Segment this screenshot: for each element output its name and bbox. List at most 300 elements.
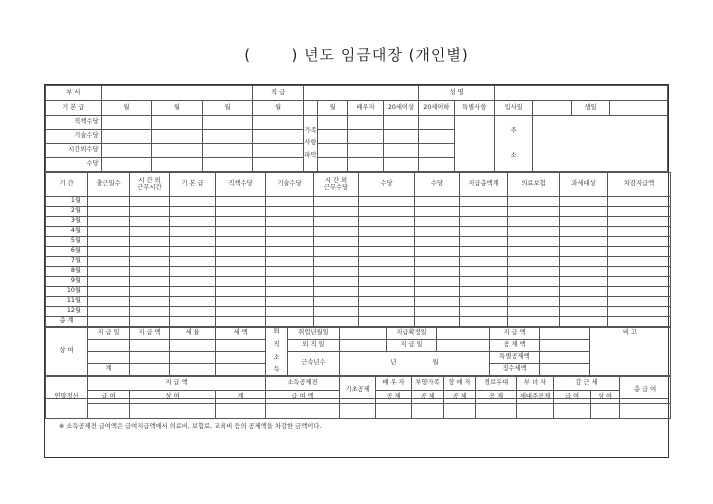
table-cell[interactable] (608, 237, 671, 247)
table-cell[interactable] (88, 257, 130, 267)
cell[interactable] (170, 352, 216, 364)
table-cell[interactable] (216, 217, 266, 227)
table-cell[interactable] (460, 257, 508, 267)
table-cell[interactable] (359, 247, 415, 257)
birthday-value[interactable] (610, 101, 668, 116)
table-cell[interactable] (460, 317, 508, 327)
join-date-value[interactable] (533, 101, 571, 116)
special-label: 특별사항 (454, 101, 494, 116)
cell[interactable] (202, 158, 253, 172)
table-cell[interactable] (266, 297, 314, 307)
cell[interactable] (540, 364, 590, 376)
cell[interactable] (101, 158, 152, 172)
cell[interactable] (88, 352, 130, 364)
cell[interactable] (253, 116, 304, 130)
table-row (46, 257, 671, 267)
table-cell[interactable] (560, 307, 608, 317)
cell[interactable] (383, 158, 418, 172)
year-label: 년 (390, 359, 397, 367)
table-cell[interactable] (88, 297, 130, 307)
address-char: 주 (510, 126, 517, 134)
table-cell[interactable] (216, 267, 266, 277)
bonus2-label: 상 여 (591, 391, 620, 404)
pay-date2-label: 지 급 일 (387, 340, 437, 352)
cell[interactable] (419, 158, 454, 172)
table-cell[interactable] (314, 197, 359, 207)
table-cell[interactable] (170, 267, 216, 277)
monthly-header-3: 기 본 급 (170, 173, 216, 197)
cell[interactable] (318, 116, 348, 130)
table-cell[interactable] (88, 277, 130, 287)
table-cell[interactable] (560, 227, 608, 237)
month-label: 10월 (46, 287, 88, 297)
cell[interactable] (437, 340, 490, 352)
table-cell[interactable] (266, 317, 314, 327)
wage-ledger-sheet (44, 84, 669, 458)
table-cell[interactable] (170, 297, 216, 307)
month-label: 6월 (46, 247, 88, 257)
table-cell[interactable] (415, 247, 460, 257)
table-cell[interactable] (415, 207, 460, 217)
spouse-label: 배우자 (348, 101, 383, 116)
table-cell[interactable] (266, 267, 314, 277)
table-cell[interactable] (415, 307, 460, 317)
table-cell[interactable] (608, 287, 671, 297)
table-cell[interactable] (88, 317, 130, 327)
table-cell[interactable] (314, 307, 359, 317)
table-cell[interactable] (560, 287, 608, 297)
table-cell[interactable] (608, 297, 671, 307)
disabled-label: 장 애 자 (444, 377, 476, 391)
monthly-header-5: 기술수당 (266, 173, 314, 197)
table-cell[interactable] (130, 287, 170, 297)
table-cell[interactable] (266, 217, 314, 227)
retire-char: 퇴 (273, 328, 280, 336)
retire-char: 득 (273, 366, 280, 374)
address-label (495, 116, 533, 172)
table-cell[interactable] (359, 257, 415, 267)
spouse-label: 배 우 자 (376, 377, 412, 391)
table-cell[interactable] (216, 207, 266, 217)
table-cell[interactable] (560, 277, 608, 287)
table-cell[interactable] (130, 207, 170, 217)
sum-label: 계 (216, 391, 266, 404)
table-cell[interactable] (460, 237, 508, 247)
cell[interactable] (318, 144, 348, 158)
cell[interactable] (383, 130, 418, 144)
cell[interactable] (348, 158, 383, 172)
table-row (46, 237, 671, 247)
hire-date-label: 취업년월일 (288, 328, 340, 340)
table-cell[interactable] (560, 267, 608, 277)
cell[interactable] (253, 130, 304, 144)
table-cell[interactable] (88, 197, 130, 207)
month-label: 월 (101, 101, 152, 116)
cell[interactable] (88, 340, 130, 352)
cell[interactable] (419, 116, 454, 130)
table-cell[interactable] (508, 207, 560, 217)
birthday-label: 생일 (571, 101, 609, 116)
month-label: 월 (432, 359, 439, 367)
monthly-header-7: 수당 (359, 173, 415, 197)
table-cell[interactable] (415, 237, 460, 247)
table-cell[interactable] (216, 197, 266, 207)
cell[interactable] (101, 130, 152, 144)
table-cell[interactable] (608, 317, 671, 327)
employee-info-table (45, 85, 668, 172)
deduct-label: 공 제 (444, 391, 476, 404)
service-years-label: 근속년수 (288, 352, 340, 376)
table-cell[interactable] (314, 267, 359, 277)
table-cell[interactable] (415, 257, 460, 267)
allowance-label: 시간외수당 (46, 144, 102, 158)
table-cell[interactable] (88, 287, 130, 297)
table-cell[interactable] (266, 287, 314, 297)
special-deduction-label: 특별공제액 (490, 352, 540, 364)
table-cell[interactable] (216, 237, 266, 247)
table-cell[interactable] (608, 207, 671, 217)
pay-confirm-value[interactable] (437, 328, 490, 340)
table-cell[interactable] (608, 197, 671, 207)
cell[interactable] (216, 340, 266, 352)
table-cell[interactable] (314, 217, 359, 227)
table-cell[interactable] (460, 267, 508, 277)
table-cell[interactable] (359, 277, 415, 287)
table-cell[interactable] (508, 287, 560, 297)
table-row (46, 277, 671, 287)
table-cell[interactable] (359, 207, 415, 217)
position-value[interactable] (303, 86, 418, 101)
yearend-label: 연말정산 (46, 377, 88, 419)
table-cell[interactable] (415, 287, 460, 297)
monthly-header-9: 지급총액계 (460, 173, 508, 197)
householder-label: 세대주공제 (517, 391, 554, 404)
table-cell[interactable] (415, 297, 460, 307)
table-cell[interactable] (216, 307, 266, 317)
cell[interactable] (130, 352, 170, 364)
month-label: 7월 (46, 257, 88, 267)
table-row (46, 197, 671, 207)
pay-sum-label: 급 여 액 (266, 391, 340, 404)
table-cell[interactable] (460, 197, 508, 207)
table-cell[interactable] (608, 247, 671, 257)
cell[interactable] (540, 340, 590, 352)
table-cell[interactable] (170, 247, 216, 257)
table-cell[interactable] (88, 207, 130, 217)
table-cell[interactable] (415, 277, 460, 287)
base-pay-label: 기 본 급 (46, 101, 102, 116)
table-cell[interactable] (508, 277, 560, 287)
table-cell[interactable] (359, 307, 415, 317)
table-cell[interactable] (415, 197, 460, 207)
allowance-label: 직책수당 (46, 116, 102, 130)
table-cell[interactable] (314, 227, 359, 237)
cell[interactable] (318, 158, 348, 172)
table-cell[interactable] (314, 257, 359, 267)
table-cell[interactable] (508, 297, 560, 307)
address-value[interactable] (533, 116, 668, 172)
table-cell[interactable] (88, 227, 130, 237)
dept-label: 부 서 (46, 86, 102, 101)
pay-sum-value[interactable] (540, 328, 590, 340)
month-label: 3월 (46, 217, 88, 227)
cell[interactable] (202, 144, 253, 158)
table-cell[interactable] (460, 217, 508, 227)
table-cell[interactable] (460, 297, 508, 307)
cell[interactable] (152, 116, 203, 130)
table-cell[interactable] (508, 217, 560, 227)
cell[interactable] (170, 364, 216, 376)
special-value[interactable] (454, 116, 494, 172)
table-cell[interactable] (560, 207, 608, 217)
pay-confirm-label: 지급확정일 (387, 328, 437, 340)
cell[interactable] (348, 144, 383, 158)
table-cell[interactable] (170, 307, 216, 317)
table-cell[interactable] (508, 307, 560, 317)
table-cell[interactable] (460, 227, 508, 237)
month-label: 월 (152, 101, 203, 116)
table-cell[interactable] (216, 287, 266, 297)
footnote: ※ 소득공제전 급여액은 급여지급액에서 의료비, 보험료, 교육비 등의 공제액을 차감한 금액이다. (59, 423, 322, 430)
table-cell[interactable] (170, 287, 216, 297)
cell[interactable] (318, 130, 348, 144)
bonus-retirement-table (45, 327, 671, 376)
table-cell[interactable] (130, 297, 170, 307)
cell[interactable] (348, 130, 383, 144)
month-label: 9월 (46, 277, 88, 287)
women-label: 부 녀 자 (517, 377, 554, 391)
table-cell[interactable] (560, 247, 608, 257)
table-cell[interactable] (359, 297, 415, 307)
table-cell[interactable] (359, 237, 415, 247)
cell[interactable] (216, 364, 266, 376)
table-cell[interactable] (608, 257, 671, 267)
cell[interactable] (419, 144, 454, 158)
table-cell[interactable] (460, 247, 508, 257)
table-cell[interactable] (266, 197, 314, 207)
table-cell[interactable] (216, 277, 266, 287)
table-cell[interactable] (170, 237, 216, 247)
reduced-tax-label: 감 근 세 (554, 377, 620, 391)
table-cell[interactable] (359, 227, 415, 237)
dept-value[interactable] (101, 86, 253, 101)
table-cell[interactable] (266, 307, 314, 317)
cell[interactable] (170, 340, 216, 352)
table-cell[interactable] (560, 217, 608, 227)
table-row (46, 307, 671, 317)
table-cell[interactable] (359, 287, 415, 297)
table-cell[interactable] (314, 287, 359, 297)
pay-amount-label: 지 급 액 (130, 328, 170, 340)
cell[interactable] (152, 158, 203, 172)
table-cell[interactable] (460, 277, 508, 287)
basic-deduction-label: 기초공제 (340, 377, 376, 404)
elderly-label: 경로우대 (476, 377, 517, 391)
table-row (46, 287, 671, 297)
dependents-label: 부양가족 (412, 377, 444, 391)
table-cell[interactable] (608, 267, 671, 277)
pre-deduction-label: 소득공제전 (266, 377, 340, 391)
table-cell[interactable] (266, 277, 314, 287)
cell[interactable] (202, 130, 253, 144)
table-cell[interactable] (266, 247, 314, 257)
table-cell[interactable] (88, 307, 130, 317)
retire-date-value[interactable] (340, 340, 387, 352)
cell[interactable] (348, 116, 383, 130)
month-label: 월 (318, 101, 348, 116)
table-cell[interactable] (170, 217, 216, 227)
allowance-label: 기술수당 (46, 130, 102, 144)
table-cell[interactable] (508, 247, 560, 257)
table-cell[interactable] (460, 207, 508, 217)
deduction-label: 공 제 액 (490, 340, 540, 352)
table-cell[interactable] (560, 317, 608, 327)
table-cell[interactable] (130, 227, 170, 237)
monthly-header-1: 출근일수 (88, 173, 130, 197)
table-cell[interactable] (508, 257, 560, 267)
table-cell[interactable] (314, 237, 359, 247)
table-cell[interactable] (130, 237, 170, 247)
table-cell[interactable] (170, 317, 216, 327)
table-cell[interactable] (170, 207, 216, 217)
table-cell[interactable] (560, 297, 608, 307)
table-cell[interactable] (460, 287, 508, 297)
table-cell[interactable] (608, 217, 671, 227)
table-cell[interactable] (314, 277, 359, 287)
table-row (46, 297, 671, 307)
table-cell[interactable] (130, 267, 170, 277)
table-cell[interactable] (560, 257, 608, 267)
table-cell[interactable] (314, 207, 359, 217)
family-char: 가족 (304, 126, 317, 134)
table-cell[interactable] (508, 197, 560, 207)
table-cell[interactable] (314, 317, 359, 327)
table-cell[interactable] (608, 307, 671, 317)
table-cell[interactable] (216, 297, 266, 307)
table-cell[interactable] (266, 237, 314, 247)
table-cell[interactable] (130, 197, 170, 207)
table-cell[interactable] (266, 207, 314, 217)
table-cell[interactable] (130, 317, 170, 327)
table-cell[interactable] (266, 227, 314, 237)
cell[interactable] (152, 144, 203, 158)
page-title: ( ) 년도 임금대장 (개인별) (244, 46, 469, 64)
table-cell[interactable] (359, 197, 415, 207)
table-cell[interactable] (88, 247, 130, 257)
table-cell[interactable] (130, 247, 170, 257)
cell[interactable] (383, 144, 418, 158)
table-cell[interactable] (170, 227, 216, 237)
hire-date-value[interactable] (340, 328, 387, 340)
over20-label: 20세이상 (383, 101, 418, 116)
table-cell[interactable] (608, 227, 671, 237)
cell[interactable] (130, 364, 170, 376)
cell[interactable] (216, 352, 266, 364)
table-cell[interactable] (415, 267, 460, 277)
cell[interactable] (253, 158, 304, 172)
cell[interactable] (383, 116, 418, 130)
table-cell[interactable] (216, 227, 266, 237)
table-cell[interactable] (508, 317, 560, 327)
table-cell[interactable] (560, 197, 608, 207)
monthly-header-0: 기 간 (46, 173, 88, 197)
table-row (46, 207, 671, 217)
table-cell[interactable] (415, 317, 460, 327)
table-cell[interactable] (608, 277, 671, 287)
table-cell[interactable] (314, 247, 359, 257)
salary2-label: 급 여 (554, 391, 591, 404)
collected-tax-label: 징수세액 (490, 364, 540, 376)
bonus-label: 상 여 (46, 328, 88, 376)
table-cell[interactable] (508, 267, 560, 277)
deduct-label: 공 제 (412, 391, 444, 404)
cell[interactable] (152, 130, 203, 144)
table-row (46, 247, 671, 257)
monthly-header-2: 시 간 외 근무시간 (130, 173, 170, 197)
table-cell[interactable] (508, 237, 560, 247)
table-cell[interactable] (359, 217, 415, 227)
table-row (46, 317, 671, 327)
table-cell[interactable] (216, 317, 266, 327)
address-char: 소 (510, 151, 517, 159)
month-label: 12월 (46, 307, 88, 317)
name-value[interactable] (495, 86, 668, 101)
monthly-header-8: 수당 (415, 173, 460, 197)
family-char: 사항 (304, 139, 317, 147)
cell[interactable] (540, 352, 590, 364)
table-cell[interactable] (130, 277, 170, 287)
table-cell[interactable] (170, 277, 216, 287)
table-cell[interactable] (130, 307, 170, 317)
cell[interactable] (130, 340, 170, 352)
join-date-label: 입사일 (495, 101, 533, 116)
month-label: 월 (202, 101, 253, 116)
table-cell[interactable] (359, 317, 415, 327)
cell[interactable] (202, 116, 253, 130)
tax-amount-label: 세 액 (216, 328, 266, 340)
cell[interactable] (253, 144, 304, 158)
table-cell[interactable] (314, 297, 359, 307)
position-label: 직 급 (253, 86, 304, 101)
monthly-header-11: 과세대상 (560, 173, 608, 197)
table-cell[interactable] (359, 267, 415, 277)
table-cell[interactable] (170, 257, 216, 267)
table-cell[interactable] (266, 257, 314, 267)
table-cell[interactable] (216, 257, 266, 267)
cell[interactable] (419, 130, 454, 144)
table-cell[interactable] (170, 197, 216, 207)
table-cell[interactable] (216, 247, 266, 257)
table-cell[interactable] (88, 267, 130, 277)
table-cell[interactable] (88, 217, 130, 227)
salary-label: 급 여 (88, 391, 130, 404)
table-cell[interactable] (130, 257, 170, 267)
remarks-label: 비 고 (590, 328, 671, 376)
bonus-label: 상 여 (130, 391, 216, 404)
allowance-label: 수당 (46, 158, 102, 172)
cell[interactable] (101, 144, 152, 158)
table-cell[interactable] (415, 217, 460, 227)
table-cell[interactable] (560, 237, 608, 247)
month-label: 4월 (46, 227, 88, 237)
table-cell[interactable] (415, 227, 460, 237)
cell[interactable] (101, 116, 152, 130)
table-cell[interactable] (508, 227, 560, 237)
table-cell[interactable] (130, 217, 170, 227)
month-label: 1월 (46, 197, 88, 207)
table-cell[interactable] (460, 307, 508, 317)
table-cell[interactable] (88, 237, 130, 247)
